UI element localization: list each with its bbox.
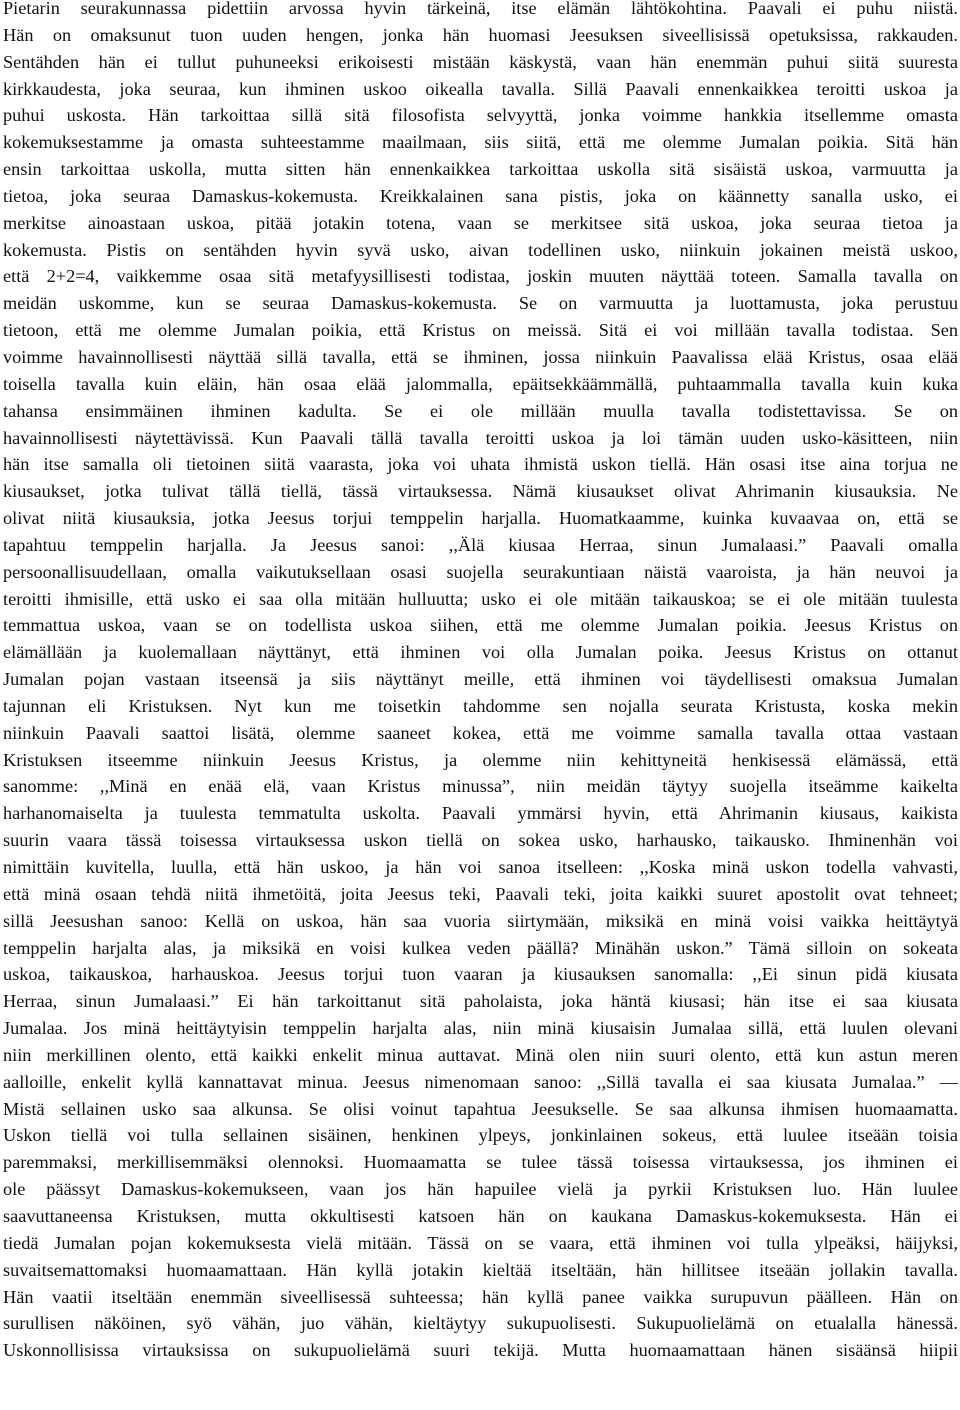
text-line: saavuttaneensa Kristuksen, mutta okkultisesti katsoen hän on kaukana Damaskus-kokemuksesta. Hän ei [3,1205,958,1226]
text-line: havainnollisesti näytettävissä. Kun Paavali tällä tavalla teroitti uskoa ja loi tämän uuden usko-käsitteen, niin [3,427,958,448]
text-line: kiusaukset, jotka tulivat tällä tiellä, tässä virtauksessa. Nämä kiusaukset olivat Ahrimanin kiusauksia. Ne [3,481,958,502]
text-line: tapahtuu temppelin harjalla. Ja Jeesus sanoi: ,,Älä kiusaa Herraa, sinun Jumalaasi.” Paavali omalla [3,534,958,555]
text-line: Uskonnollisissa virtauksissa on sukupuolielämä suuri tekijä. Mutta huomaamattaan hänen sisäänsä hiipii [3,1340,958,1361]
text-line: persoonallisuudellaan, omalla vaikutuksellaan osasi suojella seurakuntiaan näistä vaaroista, ja hän neuvoi ja [3,561,958,582]
text-line: nimittäin kuvitella, luulla, että hän uskoo, ja hän voi sanoa itselleen: ,,Koska minä uskon todella vahvasti, [3,857,958,877]
document-page [3,0,958,1364]
text-line: toisella tavalla kuin eläin, hän osaa elää jalommalla, epäitsekkäämmällä, puhtaammalla tavalla kuin kuka [3,373,958,394]
text-line: olivat niitä kiusauksia, jotka Jeesus torjui temppelin harjalla. Huomatkaamme, kuinka kuvaavaa on, että se [3,508,958,529]
text-line: Hän on omaksunut tuon uuden hengen, jonka hän huomasi Jeesuksen siveellisissä opetuksissa, rakkauden. [3,24,958,45]
text-line: Pietarin seurakunnassa pidettiin arvossa hyvin tärkeinä, itse elämän lähtökohtina. Paavali ei puhu niistä. [3,0,958,18]
text-line: tietoon, että me olemme Jumalan poikia, että Kristus on meissä. Sitä ei voi millään tavalla todistaa. Sen [3,320,958,341]
text-line: että minä osaan tehdä niitä ihmetöitä, joita Jeesus teki, Paavali teki, joita kaikki suuret apostolit ovat tehneet; [3,883,958,904]
text-line: puhui uskosta. Hän tarkoittaa sillä sitä filosofista selvyyttä, jonka voimme hankkia itsellemme omasta [3,105,958,126]
text-line: harhanomaiselta ja tuulesta temmatulta uskolta. Paavali ymmärsi hyvin, että Ahrimanin kiusaus, kaikista [3,803,958,824]
text-line: Kristuksen itseemme niinkuin Jeesus Kristus, ja olemme niin kehittyneitä henkisessä elämässä, että [3,749,958,770]
text-line: temmattua uskoa, vaan se on todellista uskoa siihen, että me olemme Jumalan poikia. Jeesus Kristus on [3,615,958,636]
text-line: surullisen näköinen, syö vähän, juo vähän, kieltäytyy sukupuolisesti. Sukupuolielämä on etualalla hänessä. [3,1313,958,1334]
text-line: Hän vaatii itseltään enemmän siveellisessä suhteessa; hän kyllä panee vaikka surupuvun päälleen. Hän on [3,1286,958,1307]
text-line: niinkuin Paavali saattoi lisätä, olemme saaneet kokea, että me voimme samalla tavalla ottaa vastaan [3,722,958,743]
text-line: suvaitsemattomaksi huomaamattaan. Hän kyllä jotakin kieltää itseltään, hän hillitsee itseään jollakin tavalla. [3,1259,958,1280]
text-line: tiedä Jumalan pojan kokemuksesta vielä mitään. Tässä on se vaara, että ihminen voi tulla ylpeäksi, häijyksi, [3,1232,958,1253]
text-line: tietoa, joka seuraa Damaskus-kokemusta. Kreikkalainen sana pistis, joka on käännetty sanalla usko, ei [3,185,958,206]
text-line: voimme havainnollisesti näyttää sillä tavalla, että se ihminen, jossa niinkuin Paavalissa elää Kristus, osaa elää [3,346,958,367]
text-line: aalloille, enkelit kyllä kannattavat minua. Jeesus nimenomaan sanoo: ,,Sillä tavalla ei saa kiusata Jumalaa.” — [3,1071,958,1092]
text-line: niin merkillinen olento, että kaikki enkelit minua auttavat. Minä olen niin suuri olento, että kun astun meren [3,1044,958,1065]
text-line: uskoa, taikauskoa, harhauskoa. Jeesus torjui tuon vaaran ja kiusauksen sanomalla: ,,Ei sinun pidä kiusata [3,964,958,985]
text-line: Jumalan pojan vastaan itseensä ja siis näyttänyt meille, että ihminen voi täydellisesti omaksua Jumalan [3,669,958,690]
text-line: ole päässyt Damaskus-kokemukseen, vaan jos hän hapuilee vielä ja pyrkii Kristuksen luo. Hän luulee [3,1179,958,1200]
text-line: hän itse samalla oli tietoinen siitä vaarasta, joka voi uhata ihmistä uskon tiellä. Hän osasi itse aina torjua ne [3,454,958,475]
text-line: sanomme: ,,Minä en enää elä, vaan Kristus minussa”, niin meidän täytyy suojella itseämme kaikelta [3,776,958,797]
text-line: paremmaksi, merkillisemmäksi olennoksi. Huomaamatta se tulee tässä toisessa virtauksessa, jos ihminen ei [3,1152,958,1173]
text-line: Sentähden hän ei tullut puhuneeksi erikoisesti mistään käskystä, vaan hän enemmän puhui siitä suuresta [3,51,958,72]
text-line: merkitse ainoastaan uskoa, pitää jotakin totena, vaan se merkitsee sitä uskoa, joka seuraa tietoa ja [3,212,958,233]
text-line: temppelin harjalta alas, ja miksikä en voisi kulkea veden päällä? Minähän uskon.” Tämä silloin on sokeata [3,937,958,958]
text-line: elämällään ja kuolemallaan näyttänyt, että ihminen voi olla Jumalan poika. Jeesus Kristus on ottanut [3,642,958,663]
text-line: tahansa ensimmäinen ihminen kadulta. Se ei ole millään muulla tavalla todistettavissa. Se on [3,400,958,421]
text-line: Jumalaa. Jos minä heittäytyisin temppelin harjalta alas, niin minä kiusaisin Jumalaa sillä, että luulen olevani [3,1018,958,1039]
text-line: että 2+2=4, vaikkemme osaa sitä metafyysillisesti todistaa, joskin muuten näyttää toteen. Samalla tavalla on [3,266,958,287]
text-line: suurin vaara tässä toisessa virtauksessa uskon tiellä on sokea usko, harhausko, taikausko. Ihminenhän voi [3,830,958,851]
text-line: meidän uskomme, kun se seuraa Damaskus-kokemusta. Se on varmuutta ja luottamusta, joka perustuu [3,293,958,314]
text-line: tajunnan eli Kristuksen. Nyt kun me toisetkin tahdomme sen nojalla seurata Kristusta, koska mekin [3,695,958,716]
text-line: kirkkaudesta, joka seuraa, kun ihminen uskoo oikealla tavalla. Sillä Paavali ennenkaikkea teroitti uskoa ja [3,78,958,99]
text-line: teroitti ihmisille, että usko ei saa olla mitään hulluutta; usko ei ole mitään taikauskoa; se ei ole mitään tuulesta [3,588,958,609]
text-line: sillä Jeesushan sanoo: Kellä on uskoa, hän saa vuoria siirtymään, miksikä en minä voisi vaikka heittäytyä [3,910,958,931]
text-line: ensin tarkoittaa uskolla, mutta sitten hän ennenkaikkea tarkoittaa uskolla sitä sisäistä uskoa, varmuutta ja [3,159,958,180]
text-line: kokemusta. Pistis on sentähden hyvin syvä usko, aivan todellinen usko, niinkuin jokainen meistä uskoo, [3,239,958,260]
text-line: Herraa, sinun Jumalaasi.” Ei hän tarkoittanut sitä paholaista, joka häntä kiusasi; hän itse ei saa kiusata [3,991,958,1012]
text-line: Uskon tiellä voi tulla sellainen sisäinen, henkinen ylpeys, jonkinlainen sokeus, että luulee itseään toisia [3,1125,958,1146]
body-paragraph [3,0,958,1364]
text-line: Mistä sellainen usko saa alkunsa. Se olisi voinut tapahtua Jeesukselle. Se saa alkunsa ihmisen huomaamatta. [3,1098,958,1119]
text-line: kokemuksestamme ja omasta suhteestamme maailmaan, siis siitä, että me olemme Jumalan poikia. Sitä hän [3,132,958,153]
